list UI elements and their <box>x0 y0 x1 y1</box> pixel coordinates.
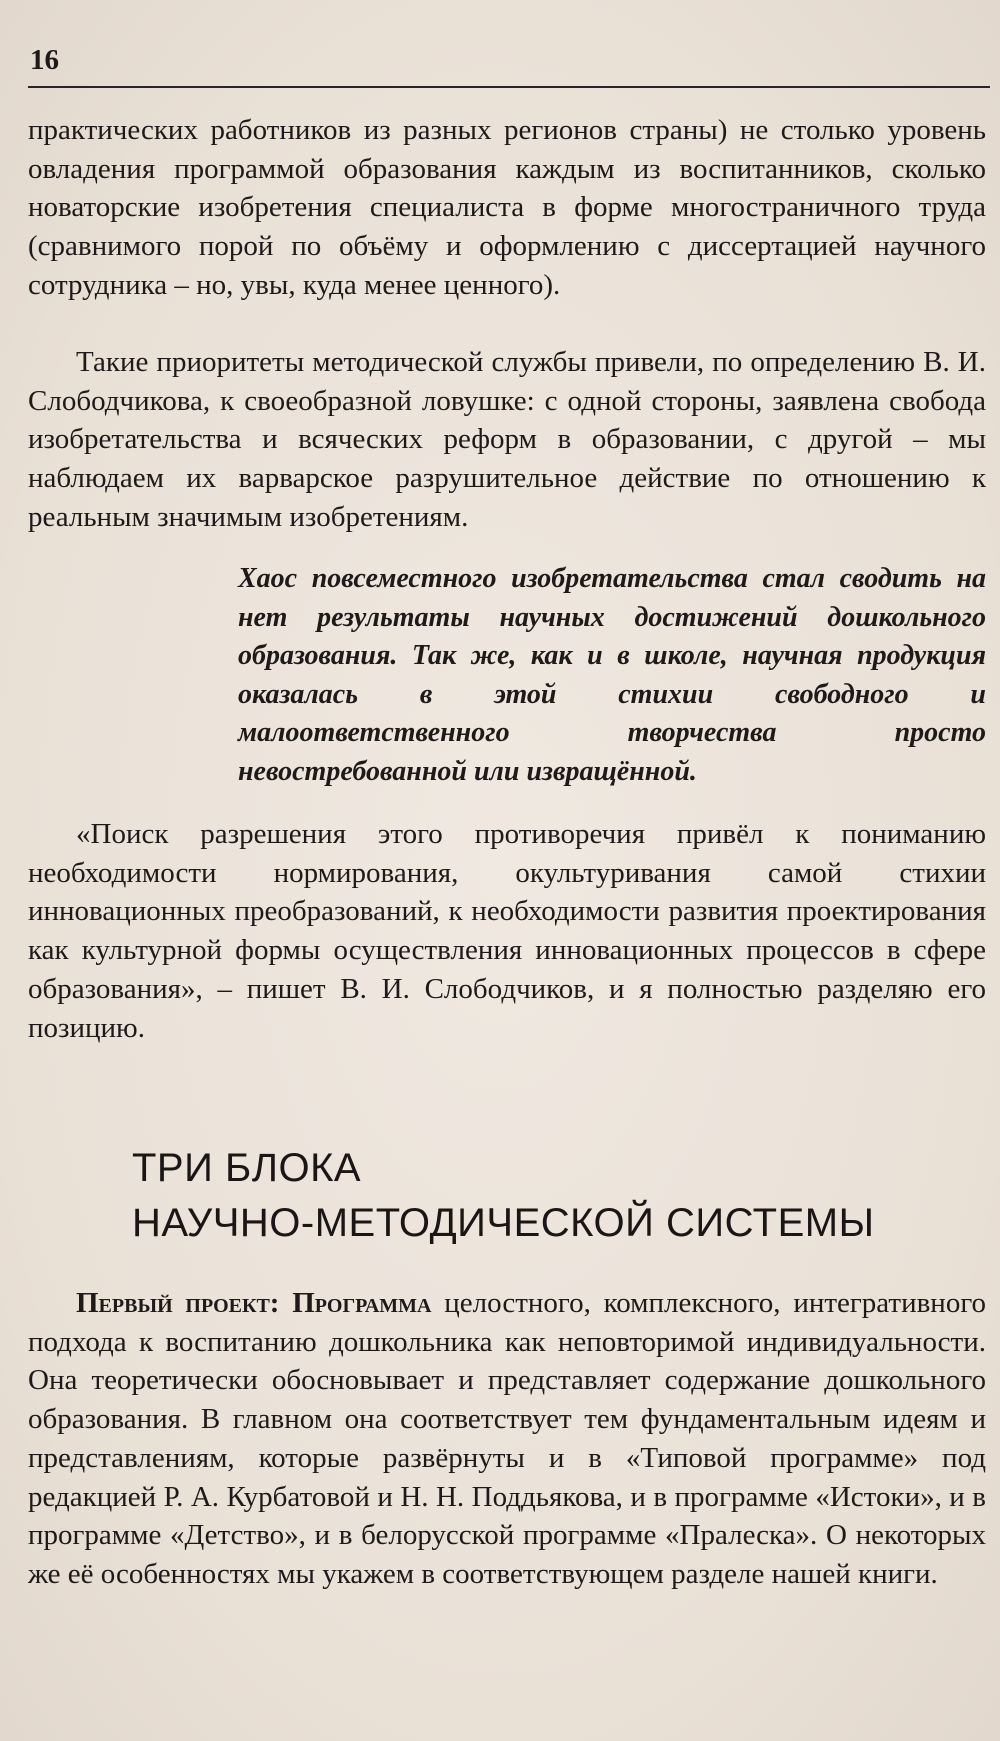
paragraph-text: «Поиск разрешения этого противоречия привёл к пониманию необходимости нормирования, окультуривания самой стихии инновационных преобразований, к необходимости развития проектирования как культурной формы осуществления инновационных процессов в сфере образования», – пишет В. И. Слободчиков, и я полностью разделяю его позицию. <box>28 818 986 1044</box>
paragraph-text <box>28 1284 986 1594</box>
paragraph-lead-in: Первый проект: Программа <box>76 1287 432 1319</box>
section-title <box>132 1141 875 1251</box>
paragraph-first-project <box>28 1284 986 1594</box>
paragraph-continued <box>28 111 986 305</box>
paragraph-citation <box>28 815 986 1047</box>
header-rule <box>28 86 990 88</box>
page-number: 16 <box>30 44 59 76</box>
highlight-quote: Хаос повсеместного изобретательства стал сводить на нет результаты научных достижений дошкольного образования. Так же, как и в школе, научная продукция оказалась в этой стихии свободного и малоответственного творчества просто невостребованной или извращённой. <box>238 563 986 787</box>
section-title-line-2: НАУЧНО-МЕТОДИЧЕСКОЙ СИСТЕМЫ <box>132 1201 875 1245</box>
paragraph-text: практических работников из разных регионов страны) не столько уровень овладения программой образования каждым из воспитанников, сколько новаторские изобретения специалиста в форме многостраничного труда (сравнимого порой по объёму и оформлению с диссертацией научного сотрудника – но, увы, куда менее ценного). <box>28 114 986 301</box>
paragraph-body: целостного, комплексного, интегративного подхода к воспитанию дошкольника как неповторимой индивидуальности. Она теоретически обосновывает и представляет содержание дошкольного образования. В главном она соответствует тем фундаментальным идеям и представлениям, которые развёрнуты и в «Типовой программе» под редакцией Р. А. Курбатовой и Н. Н. Поддьякова, и в программе «Истоки», и в программе «Детство», и в белорусской программе «Пралеска». О некоторых же её особенностях мы укажем в соответствующем разделе нашей книги. <box>28 1287 986 1590</box>
paragraph-priorities <box>28 343 986 537</box>
paragraph-text: Такие приоритеты методической службы привели, по определению В. И. Слободчикова, к своеобразной ловушке: с одной стороны, заявлена свобода изобретательства и всяческих реформ в образовании, с другой – мы наблюдаем их варварское разрушительное действие по отношению к реальным значимым изобретениям. <box>28 346 986 533</box>
section-title-line-1: ТРИ БЛОКА <box>132 1146 362 1190</box>
